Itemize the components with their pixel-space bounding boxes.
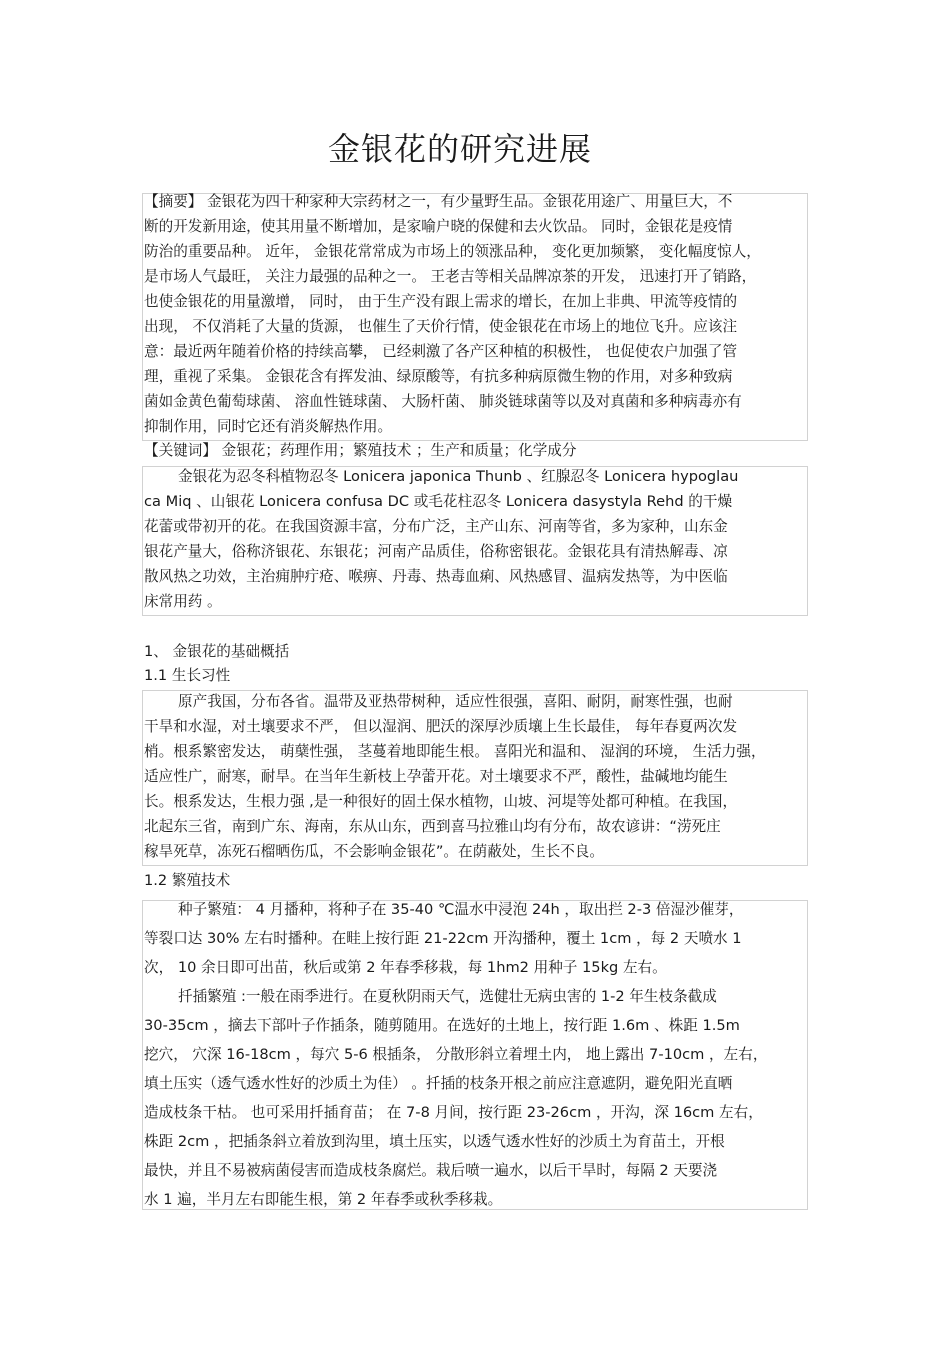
paragraph-line: 填土压实（透气透水性好的沙质土为佳） 。扦插的枝条开根之前应注意遮阴，避免阳光直晒 [144,1075,733,1092]
abstract-line: 理，重视了采集。 金银花含有挥发油、绿原酸等，有抗多种病原微生物的作用，对多种致病 [144,368,733,385]
abstract-line: 菌如金黄色葡萄球菌、 溶血性链球菌、 大肠杆菌、 肺炎链球菌等以及对真菌和多种病毒亦有 [144,393,742,410]
keywords: 【关键词】 金银花；药理作用；繁殖技术 ；生产和质量；化学成分 [144,442,577,459]
document-title: 金银花的研究进展 [327,130,592,168]
paragraph-line: 造成枝条干枯。 也可采用扦插育苗； 在 7-8 月间，按行距 23-26cm ，开沟，深 16cm 左右， [144,1104,763,1121]
section-heading: 1、 金银花的基础概括 [144,643,290,660]
abstract-line: 【摘要】 金银花为四十种家种大宗药材之一，有少量野生品。金银花用途广、用量巨大，不 [144,193,733,210]
abstract-line: 抑制作用，同时它还有消炎解热作用。 [144,418,393,435]
intro-line: 银花产量大，俗称济银花、东银花；河南产品质佳，俗称密银花。金银花具有清热解毒、凉 [144,543,728,560]
paragraph-line: 稼旱死草，冻死石榴晒伤瓜，不会影响金银花”。在荫蔽处，生长不良。 [144,843,604,860]
paragraph-line: 最快，并且不易被病菌侵害而造成枝条腐烂。栽后喷一遍水，以后干旱时，每隔 2 天要浇 [144,1162,718,1179]
intro-frame [142,466,808,616]
subsection-heading: 1.1 生长习性 [144,667,231,684]
subsection-heading: 1.2 繁殖技术 [144,872,231,889]
intro-line: 金银花为忍冬科植物忍冬 Lonicera japonica Thunb 、红腺忍冬 Lonicera hypoglau [178,468,739,485]
paragraph-line: 等裂口达 30% 左右时播种。在畦上按行距 21-22cm 开沟播种，覆土 1cm ，每 2 天喷水 1 [144,930,742,947]
intro-line: 花蕾或带初开的花。在我国资源丰富，分布广泛，主产山东、河南等省，多为家种，山东金 [144,518,728,535]
paragraph-line: 30-35cm ，摘去下部叶子作插条，随剪随用。在选好的土地上，按行距 1.6m 、株距 1.5m [144,1017,740,1034]
paragraph-line: 梢。根系繁密发达， 萌蘖性强， 茎蔓着地即能生根。 喜阳光和温和、 湿润的环境， 生活力强， [144,743,766,760]
paragraph-line: 挖穴， 穴深 16-18cm ，每穴 5-6 根插条， 分散形斜立着埋土内， 地上露出 7-10cm ，左右， [144,1046,768,1063]
paragraph-line: 次， 10 余日即可出苗，秋后或第 2 年春季移栽，每 1hm2 用种子 15kg 左右。 [144,959,667,976]
abstract-line: 是市场人气最旺， 关注力最强的品种之一。 王老吉等相关品牌凉茶的开发， 迅速打开了销路， [144,268,757,285]
abstract-line: 出现， 不仅消耗了大量的货源， 也催生了天价行情，使金银花在市场上的地位飞升。应该注 [144,318,738,335]
intro-line: 床常用药 。 [144,593,222,610]
paragraph-line: 株距 2cm ，把插条斜立着放到沟里，填土压实，以透气透水性好的沙质土为育苗土，开根 [144,1133,725,1150]
paragraph-line: 原产我国，分布各省。温带及亚热带树种，适应性很强，喜阳、耐阴，耐寒性强，也耐 [178,693,733,710]
abstract-line: 也使金银花的用量激增， 同时， 由于生产没有跟上需求的增长，在加上非典、甲流等疫情的 [144,293,738,310]
paragraph-line: 水 1 遍，半月左右即能生根，第 2 年春季或秋季移栽。 [144,1191,503,1208]
paragraph-line: 北起东三省，南到广东、海南，东从山东，西到喜马拉雅山均有分布，故农谚讲：“涝死庄 [144,818,721,835]
abstract-line: 意：最近两年随着价格的持续高攀， 已经刺激了各产区种植的积极性， 也促使农户加强了管 [144,343,738,360]
intro-line: 散风热之功效，主治痈肿疔疮、喉痹、丹毒、热毒血痢、风热感冒、温病发热等，为中医临 [144,568,728,585]
abstract-line: 断的开发新用途，使其用量不断增加，是家喻户晓的保健和去火饮品。 同时，金银花是疫情 [144,218,733,235]
abstract-line: 防治的重要品种。 近年， 金银花常常成为市场上的领涨品种， 变化更加频繁， 变化幅度惊人， [144,243,761,260]
paragraph-line: 干旱和水湿，对土壤要求不严， 但以湿润、肥沃的深厚沙质壤上生长最佳， 每年春夏两次发 [144,718,738,735]
intro-line: ca Miq 、山银花 Lonicera confusa DC 或毛花柱忍冬 Lonicera dasystyla Rehd 的干燥 [144,493,733,510]
paragraph-line: 种子繁殖： 4 月播种，将种子在 35-40 ℃温水中浸泡 24h ，取出拦 2-3 倍湿沙催芽， [178,901,744,918]
paragraph-line: 扦插繁殖 :一般在雨季进行。在夏秋阴雨天气，选健壮无病虫害的 1-2 年生枝条截成 [178,988,717,1005]
paragraph-line: 长。根系发达，生根力强 ,是一种很好的固土保水植物，山坡、河堤等处都可种植。在我国， [144,793,738,810]
paragraph-line: 适应性广，耐寒，耐旱。在当年生新枝上孕蕾开花。对土壤要求不严，酸性，盐碱地均能生 [144,768,728,785]
